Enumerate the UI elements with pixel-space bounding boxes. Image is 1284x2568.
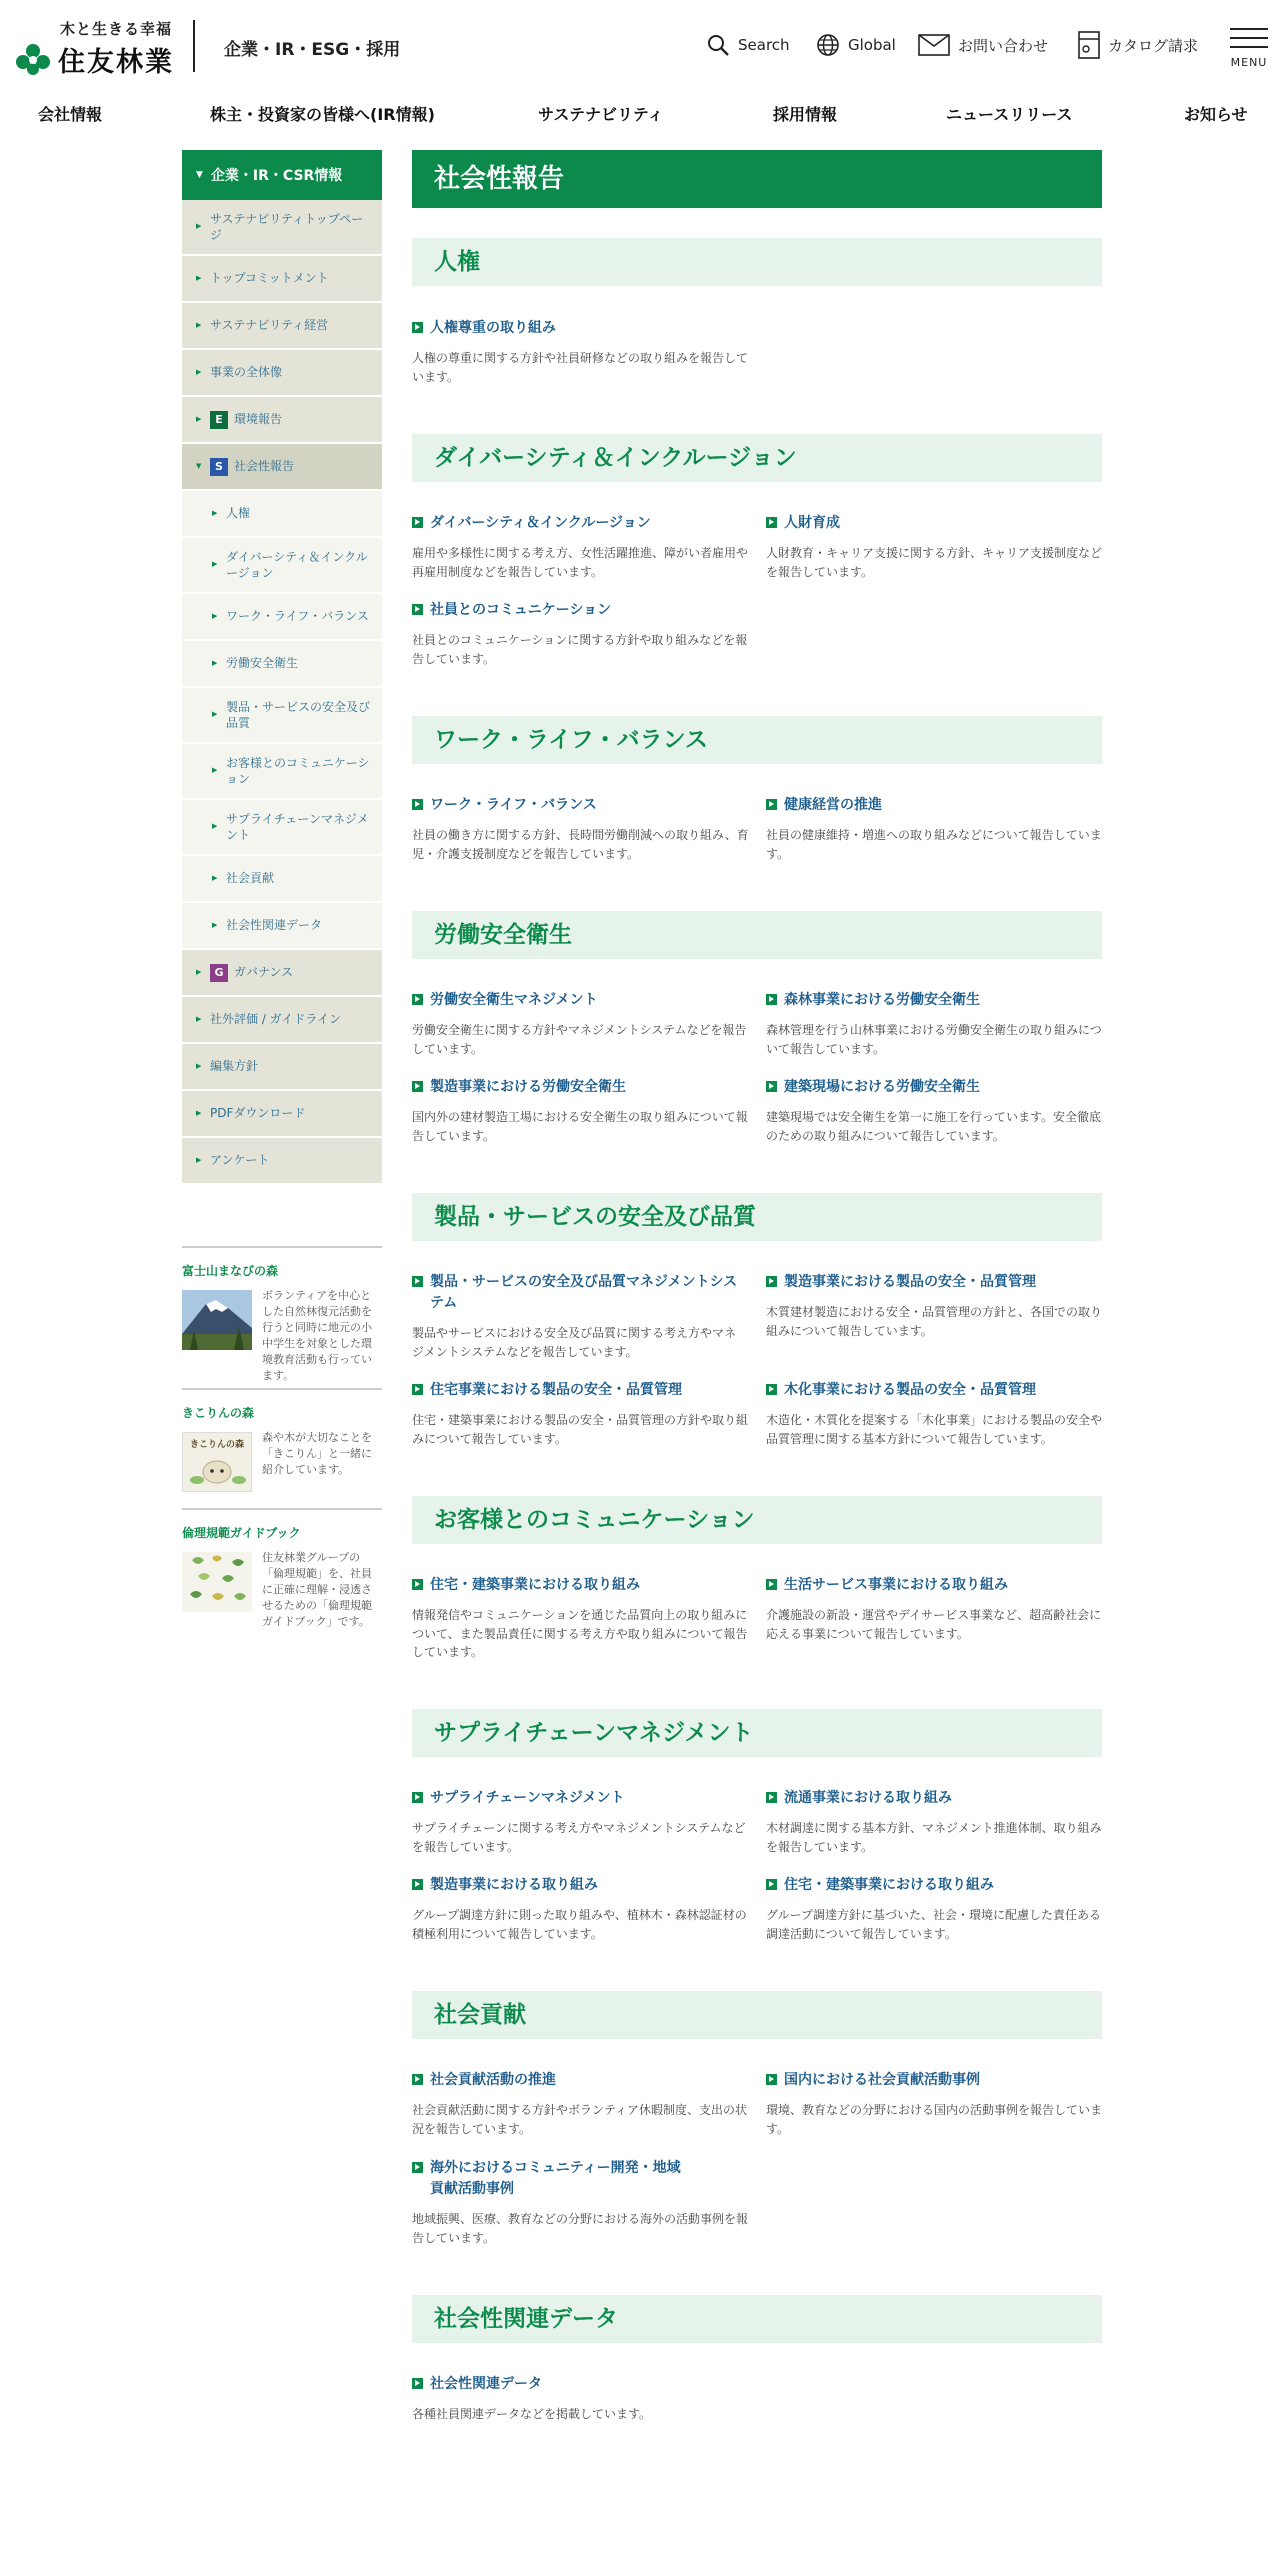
link-description: グループ調達方針に基づいた、社会・環境に配慮した責任ある調達活動について報告しています。	[766, 1908, 1102, 1941]
banner-text: 森や木が大切なことを「きこりん」と一緒に紹介しています。	[262, 1431, 372, 1476]
arrow-square-icon	[412, 799, 423, 810]
link-description: 住宅・建築事業における製品の安全・品質管理の方針や取り組みについて報告しています。	[412, 1413, 749, 1446]
link-title-text: 森林事業における労働安全衛生	[784, 992, 980, 1008]
gnav-company-info[interactable]: 会社情報	[38, 105, 103, 124]
link-card[interactable]	[412, 1575, 752, 1662]
banner-ethics-guidebook[interactable]	[182, 1508, 382, 1628]
arrow-square-icon	[766, 1081, 777, 1092]
kikorin-image	[182, 1432, 252, 1492]
logo-divider	[193, 20, 195, 72]
link-title-text: 社員とのコミュニケーション	[430, 602, 612, 618]
gnav-sustainability[interactable]: サステナビリティ	[538, 105, 664, 124]
triangle-right-icon: ▶	[212, 611, 218, 620]
sidebar-subitem-customer-communication[interactable]	[182, 744, 382, 800]
sidebar-item-external-evaluation[interactable]	[182, 997, 382, 1044]
arrow-square-icon	[766, 1579, 777, 1590]
link-card[interactable]	[766, 795, 1106, 863]
gnav-notices[interactable]: お知らせ	[1184, 105, 1248, 124]
triangle-right-icon: ▶	[196, 1061, 202, 1070]
social-badge: S	[210, 458, 228, 476]
logo-mark-icon	[14, 42, 52, 76]
sidebar-subitem-social-contribution[interactable]	[182, 856, 382, 903]
sidebar-item-pdf-download[interactable]	[182, 1091, 382, 1138]
link-title-text: 労働安全衛生マネジメント	[430, 992, 598, 1008]
link-title[interactable]	[412, 318, 752, 339]
link-title-text: 製品・サービスの安全及び品質マネジメントシステム	[430, 1274, 738, 1311]
arrow-square-icon	[412, 1579, 423, 1590]
gnav-ir[interactable]: 株主・投資家の皆様へ(IR情報)	[210, 105, 435, 124]
link-title-text: 人権尊重の取り組み	[430, 320, 556, 336]
link-card[interactable]	[766, 1575, 1106, 1643]
globe-icon	[816, 33, 840, 57]
logo-company-name: 住友林業	[58, 47, 174, 78]
arrow-square-icon	[412, 994, 423, 1005]
catalog-label: カタログ請求	[1108, 36, 1199, 55]
sidebar-item-label: トップコミットメント	[210, 271, 329, 286]
link-card[interactable]	[766, 513, 1106, 581]
sidebar-subitem-label: お客様とのコミュニケーション	[226, 755, 370, 786]
catalog-icon	[1078, 31, 1100, 59]
triangle-right-icon: ▶	[212, 822, 218, 831]
triangle-right-icon: ▶	[196, 222, 202, 231]
environment-badge: E	[210, 411, 228, 429]
link-title-text: 製造事業における取り組み	[430, 1877, 598, 1893]
arrow-square-icon	[766, 994, 777, 1005]
link-title[interactable]	[766, 1380, 1106, 1401]
link-card[interactable]	[412, 2158, 749, 2247]
link-description: 社員とのコミュニケーションに関する方針や取り組みなどを報告しています。	[412, 633, 748, 666]
sidebar-item-label: サステナビリティ経営	[210, 318, 329, 333]
sidebar-subitem-supply-chain[interactable]	[182, 800, 382, 856]
banner-title: 倫理規範ガイドブック	[182, 1526, 301, 1540]
link-title-text: 製造事業における労働安全衛生	[430, 1079, 626, 1095]
link-description: 木質建材製造における安全・品質管理の方針と、各国での取り組みについて報告しています。	[766, 1305, 1103, 1338]
arrow-square-icon	[412, 1384, 423, 1395]
sidebar-item-label: ガバナンス	[234, 965, 294, 980]
global-nav	[0, 92, 1284, 132]
sidebar-item-label: 社会性報告	[234, 459, 295, 474]
link-title-text: 海外におけるコミュニティー開発・地域貢献活動事例	[430, 2160, 681, 2197]
logo-tagline: 木と生きる幸福	[60, 20, 173, 38]
link-description: 雇用や多様性に関する考え方、女性活躍推進、障がい者雇用や再雇用制度などを報告しています。	[412, 546, 749, 579]
banner-title: 富士山まなびの森	[182, 1264, 279, 1278]
link-card[interactable]	[766, 1077, 1106, 1145]
sidebar-item-survey[interactable]	[182, 1138, 382, 1185]
link-title-text: 木化事業における製品の安全・品質管理	[784, 1382, 1036, 1398]
site-header	[0, 0, 1284, 92]
divider	[182, 1388, 382, 1390]
link-card[interactable]	[412, 1380, 752, 1448]
sidebar-subitem-label: 労働安全衛生	[226, 656, 299, 671]
arrow-square-icon	[412, 1792, 423, 1803]
link-card[interactable]	[412, 513, 752, 581]
arrow-square-icon	[412, 2074, 423, 2085]
section-title-diversity: ダイバーシティ＆インクルージョン	[412, 434, 1102, 482]
link-card[interactable]	[766, 990, 1106, 1058]
link-card[interactable]	[412, 1077, 752, 1145]
arrow-square-icon	[412, 1276, 423, 1287]
link-title[interactable]	[412, 1077, 752, 1098]
arrow-square-icon	[412, 1081, 423, 1092]
arrow-square-icon	[766, 1792, 777, 1803]
governance-badge: G	[210, 964, 228, 982]
link-title-text: 社会貢献活動の推進	[430, 2072, 556, 2088]
triangle-down-icon: ▼	[196, 461, 202, 470]
link-description: 社会貢献活動に関する方針やボランティア休暇制度、支出の状況を報告しています。	[412, 2103, 748, 2136]
page-title: 社会性報告	[412, 150, 1102, 208]
link-card[interactable]	[766, 1380, 1106, 1448]
sidebar-item-governance[interactable]	[182, 950, 382, 997]
triangle-right-icon: ▶	[212, 560, 218, 569]
link-card[interactable]	[412, 990, 752, 1058]
company-logo[interactable]	[14, 16, 184, 76]
link-description: 各種社員関連データなどを掲載しています。	[412, 2407, 652, 2421]
link-description: 木造化・木質化を提案する「木化事業」における製品の安全や品質管理に関する基本方針について報告しています。	[766, 1413, 1103, 1446]
link-title[interactable]	[766, 1272, 1106, 1293]
arrow-square-icon	[412, 2162, 423, 2173]
divider	[182, 1508, 382, 1510]
contact-button[interactable]	[918, 30, 1048, 60]
link-title-text: 住宅事業における製品の安全・品質管理	[430, 1382, 682, 1398]
global-label: Global	[848, 36, 896, 54]
arrow-square-icon	[412, 517, 423, 528]
link-title[interactable]	[766, 990, 1106, 1011]
link-description: 人権の尊重に関する方針や社員研修などの取り組みを報告しています。	[412, 351, 749, 384]
gnav-news-release[interactable]: ニュースリリース	[946, 105, 1073, 124]
section-title-social-data: 社会性関連データ	[412, 2295, 1102, 2343]
global-button[interactable]	[816, 30, 896, 60]
sidebar-subitem-diversity[interactable]	[182, 538, 382, 594]
sidebar-subitem-label: 人権	[226, 506, 251, 521]
link-title-text: 国内における社会貢献活動事例	[784, 2072, 980, 2088]
catalog-button[interactable]	[1078, 30, 1198, 60]
link-title[interactable]	[412, 795, 752, 816]
link-card[interactable]	[766, 2070, 1106, 2138]
sidebar-item-environment[interactable]	[182, 397, 382, 444]
sidebar-item-social[interactable]	[182, 444, 382, 491]
arrow-square-icon	[766, 1276, 777, 1287]
search-icon	[706, 33, 730, 57]
mount-fuji-image	[182, 1290, 252, 1350]
link-title[interactable]	[766, 513, 1106, 534]
menu-label: MENU	[1230, 56, 1268, 69]
caret-down-icon: ▼	[196, 170, 203, 180]
link-title[interactable]	[412, 1788, 752, 1809]
link-title[interactable]	[412, 2070, 752, 2091]
link-title[interactable]	[412, 513, 752, 534]
triangle-right-icon: ▶	[196, 273, 202, 282]
link-card[interactable]	[412, 795, 752, 863]
link-card[interactable]	[766, 1788, 1106, 1856]
sidebar-subitem-label: 社会貢献	[226, 871, 275, 886]
hamburger-icon	[1230, 28, 1268, 30]
link-description: 木材調達に関する基本方針、マネジメント推進体制、取り組みを報告しています。	[766, 1821, 1102, 1854]
triangle-right-icon: ▶	[196, 1014, 202, 1023]
sidebar-item-label: アンケート	[210, 1153, 270, 1168]
link-description: 労働安全衛生に関する方針やマネジメントシステムなどを報告しています。	[412, 1023, 747, 1056]
link-description: 社員の働き方に関する方針、長時間労働削減への取り組み、育児・介護支援制度などを報告しています。	[412, 828, 749, 861]
link-title-text: 生活サービス事業における取り組み	[784, 1577, 1008, 1593]
link-description: グループ調達方針に則った取り組みや、植林木・森林認証材の積極利用について報告しています。	[412, 1908, 747, 1941]
link-title-text: ダイバーシティ＆インクルージョン	[430, 515, 651, 531]
kikorin-image-text: きこりんの森	[189, 1440, 244, 1450]
divider	[182, 1246, 382, 1248]
link-card[interactable]	[412, 2374, 752, 2424]
sidebar-subitem-label: ワーク・ライフ・バランス	[226, 609, 369, 624]
main-content	[412, 150, 1102, 208]
sidebar-item-label: 事業の全体像	[210, 365, 283, 380]
link-title[interactable]	[766, 1575, 1106, 1596]
link-title[interactable]	[412, 1272, 742, 1314]
link-title-text: 住宅・建築事業における取り組み	[430, 1577, 640, 1593]
sidebar-item-editorial-policy[interactable]	[182, 1044, 382, 1091]
link-description: 国内外の建材製造工場における安全衛生の取り組みについて報告しています。	[412, 1110, 748, 1143]
link-title[interactable]	[766, 1077, 1106, 1098]
sidebar-subitem-safety-health[interactable]	[182, 641, 382, 688]
link-title[interactable]	[412, 2158, 692, 2200]
link-description: 製品やサービスにおける安全及び品質に関する考え方やマネジメントシステムなどを報告しています。	[412, 1326, 737, 1359]
sidebar-subitem-product-quality[interactable]	[182, 688, 382, 744]
gnav-recruit[interactable]: 採用情報	[773, 105, 838, 124]
link-card[interactable]	[412, 1272, 742, 1361]
menu-button[interactable]	[1228, 26, 1270, 72]
link-title[interactable]	[766, 795, 1106, 816]
triangle-right-icon: ▶	[212, 766, 218, 775]
mail-icon	[918, 34, 950, 56]
arrow-square-icon	[412, 1879, 423, 1890]
section-title-safety-health: 労働安全衛生	[412, 911, 1102, 959]
banner-kikorin-forest[interactable]	[182, 1388, 382, 1504]
sidebar-item-label: 環境報告	[234, 412, 283, 427]
hamburger-icon	[1230, 46, 1268, 48]
triangle-right-icon: ▶	[196, 414, 202, 423]
triangle-right-icon: ▶	[196, 320, 202, 329]
link-card[interactable]	[412, 2070, 752, 2138]
arrow-square-icon	[766, 1879, 777, 1890]
sidebar-item-sustainability-top[interactable]	[182, 200, 382, 256]
link-title-text: 製造事業における製品の安全・品質管理	[784, 1274, 1036, 1290]
arrow-square-icon	[412, 604, 423, 615]
sidebar-subitem-label: ダイバーシティ＆インクルージョン	[226, 549, 368, 580]
section-title-product-quality: 製品・サービスの安全及び品質	[412, 1193, 1102, 1241]
triangle-right-icon: ▶	[196, 1108, 202, 1117]
arrow-square-icon	[766, 517, 777, 528]
sidebar-item-label: 編集方針	[210, 1059, 259, 1074]
section-title-human-rights: 人権	[412, 238, 1102, 286]
link-card[interactable]	[412, 318, 752, 386]
link-card[interactable]	[766, 1272, 1106, 1340]
banner-title: きこりんの森	[182, 1406, 255, 1420]
sidebar-subitem-label: 製品・サービスの安全及び品質	[226, 699, 371, 730]
link-title-text: 流通事業における取り組み	[784, 1790, 952, 1806]
guidebook-image	[182, 1552, 252, 1612]
link-description: 環境、教育などの分野における国内の活動事例を報告しています。	[766, 2103, 1103, 2136]
link-description: サプライチェーンに関する考え方やマネジメントシステムなどを報告しています。	[412, 1821, 746, 1854]
sidebar-item-top-commitment[interactable]	[182, 256, 382, 303]
banner-fuji-forest[interactable]	[182, 1246, 382, 1382]
link-title-text: 人財育成	[784, 515, 840, 531]
link-title-text: ワーク・ライフ・バランス	[430, 797, 597, 813]
link-title-text: 住宅・建築事業における取り組み	[784, 1877, 994, 1893]
arrow-square-icon	[412, 2378, 423, 2389]
section-title-work-life-balance: ワーク・ライフ・バランス	[412, 716, 1102, 764]
link-description: 建築現場では安全衛生を第一に施工を行っています。安全徹底のための取り組みについて報告しています。	[766, 1110, 1102, 1143]
link-title[interactable]	[766, 1788, 1106, 1809]
sidebar-head-label: 企業・IR・CSR情報	[210, 168, 343, 184]
link-title[interactable]	[412, 1575, 752, 1596]
triangle-right-icon: ▶	[212, 508, 218, 517]
arrow-square-icon	[766, 2074, 777, 2085]
link-title[interactable]	[412, 2374, 752, 2395]
triangle-right-icon: ▶	[212, 873, 218, 882]
sidebar-subitem-human-rights[interactable]	[182, 491, 382, 538]
link-card[interactable]	[412, 1788, 752, 1856]
link-title[interactable]	[412, 1875, 752, 1896]
triangle-right-icon: ▶	[196, 1155, 202, 1164]
arrow-square-icon	[766, 1384, 777, 1395]
link-description: 森林管理を行う山林事業における労働安全衛生の取り組みについて報告しています。	[766, 1023, 1102, 1056]
triangle-right-icon: ▶	[212, 658, 218, 667]
link-title-text: サプライチェーンマネジメント	[430, 1790, 625, 1806]
link-title-text: 健康経営の推進	[784, 797, 882, 813]
link-description: 地域振興、医療、教育などの分野における海外の活動事例を報告しています。	[412, 2212, 749, 2245]
triangle-right-icon: ▶	[212, 710, 218, 719]
section-title-social-contribution: 社会貢献	[412, 1991, 1102, 2039]
section-title-supply-chain: サプライチェーンマネジメント	[412, 1709, 1102, 1757]
sidebar-item-label: 社外評価 / ガイドライン	[210, 1012, 341, 1027]
sidebar-item-sustainability-management[interactable]	[182, 303, 382, 350]
contact-label: お問い合わせ	[958, 36, 1049, 55]
link-title[interactable]	[766, 1875, 1106, 1896]
sidebar-item-label: サステナビリティトップページ	[210, 211, 364, 242]
sidebar	[182, 150, 382, 1185]
sidebar-head[interactable]	[182, 150, 382, 200]
sidebar-subitem-work-life-balance[interactable]	[182, 594, 382, 641]
sidebar-subitem-label: サプライチェーンマネジメント	[226, 811, 369, 842]
section-title-customer-communication: お客様とのコミュニケーション	[412, 1496, 1102, 1544]
link-title[interactable]	[412, 990, 752, 1011]
arrow-square-icon	[412, 322, 423, 333]
sidebar-item-label: PDFダウンロード	[210, 1106, 306, 1121]
link-description: 情報発信やコミュニケーションを通じた品質向上の取り組みについて、また製品責任に関する考え方や取り組みについて報告しています。	[412, 1608, 748, 1660]
search-button[interactable]	[706, 30, 790, 60]
link-card[interactable]	[412, 600, 752, 668]
link-title[interactable]	[412, 600, 752, 621]
triangle-right-icon: ▶	[196, 967, 202, 976]
site-category[interactable]: 企業・IR・ESG・採用	[224, 40, 401, 60]
hamburger-icon	[1230, 37, 1268, 39]
link-card[interactable]	[766, 1875, 1106, 1943]
triangle-right-icon: ▶	[196, 367, 202, 376]
link-title[interactable]	[412, 1380, 752, 1401]
link-description: 介護施設の新設・運営やデイサービス事業など、超高齢社会に応える事業について報告しています。	[766, 1608, 1102, 1641]
sidebar-subitem-label: 社会性関連データ	[226, 918, 323, 933]
link-card[interactable]	[412, 1875, 752, 1943]
link-description: 人財教育・キャリア支援に関する方針、キャリア支援制度などを報告しています。	[766, 546, 1103, 579]
link-title-text: 建築現場における労働安全衛生	[784, 1079, 980, 1095]
link-title[interactable]	[766, 2070, 1106, 2091]
sidebar-subitem-social-data[interactable]	[182, 903, 382, 950]
triangle-right-icon: ▶	[212, 920, 218, 929]
banner-text: ボランティアを中心とした自然林復元活動を行うと同時に地元の小中学生を対象とした環境教育活動も行っています。	[262, 1289, 372, 1382]
search-label: Search	[738, 36, 790, 54]
link-title-text: 社会性関連データ	[430, 2376, 542, 2392]
sidebar-item-business-overview[interactable]	[182, 350, 382, 397]
arrow-square-icon	[766, 799, 777, 810]
link-description: 社員の健康維持・増進への取り組みなどについて報告しています。	[766, 828, 1102, 861]
banner-text: 住友林業グループの「倫理規範」を、社員に正確に理解・浸透させるための「倫理規範ガイドブック」です。	[262, 1551, 372, 1628]
